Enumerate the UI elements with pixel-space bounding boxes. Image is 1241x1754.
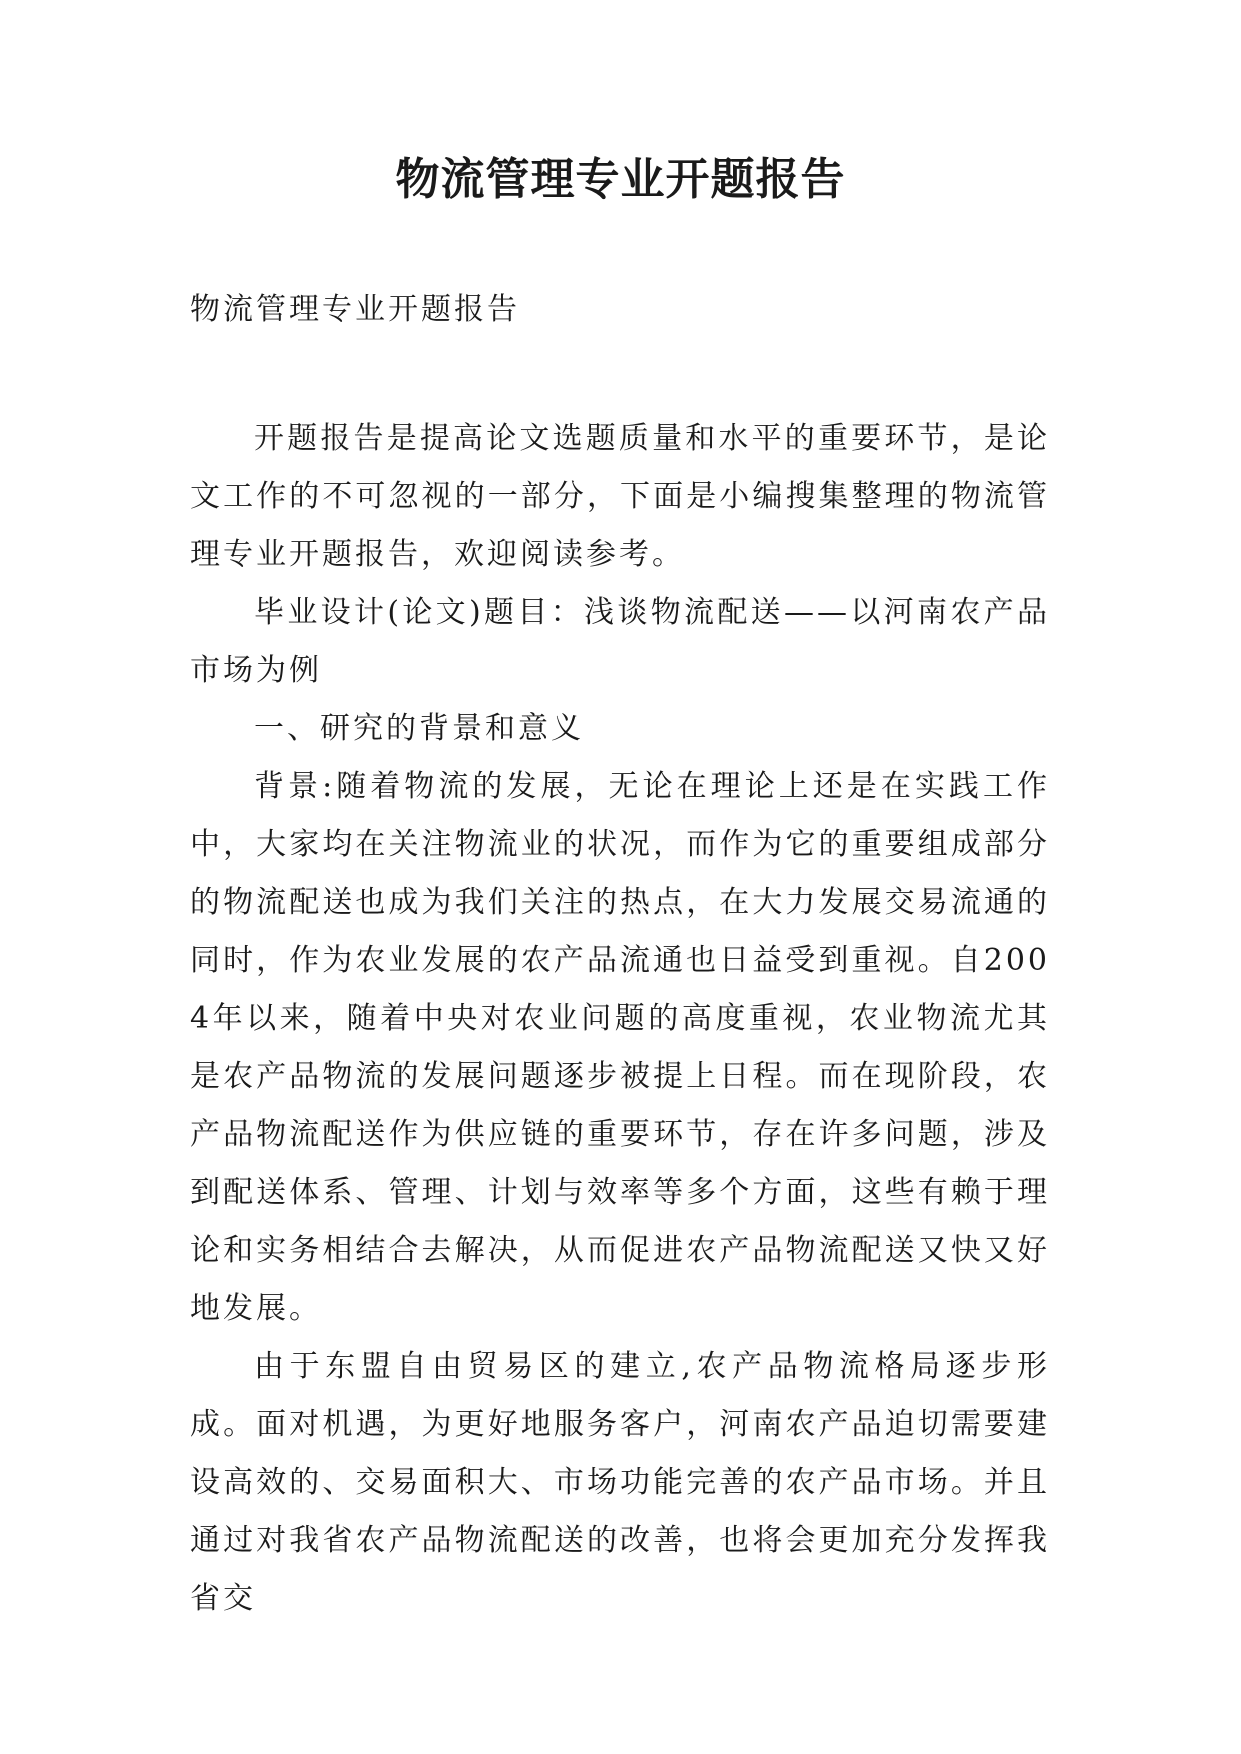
- paragraph-section-heading: 一、研究的背景和意义: [254, 711, 584, 746]
- paragraph-asean: 由于东盟自由贸易区的建立,农产品物流格局逐步形成。面对机遇，为更好地服务客户，河南农产品迫切需要建设高效的、交易面积大、市场功能完善的农产品市场。并且通过对我省农产品物流配送的改善，也将会更加充分发挥我省交: [190, 1349, 1050, 1616]
- document-subtitle: 物流管理专业开题报告: [190, 292, 520, 327]
- document-title: 物流管理专业开题报告: [395, 154, 846, 205]
- paragraph-thesis-topic: 毕业设计(论文)题目：浅谈物流配送——以河南农产品市场为例: [190, 595, 1050, 688]
- document-body: [190, 410, 1050, 1628]
- paragraph-background: 背景:随着物流的发展，无论在理论上还是在实践工作中，大家均在关注物流业的状况，而作为它的重要组成部分的物流配送也成为我们关注的热点，在大力发展交易流通的同时，作为农业发展的农产品流通也日益受到重视。自2004年以来，随着中央对农业问题的高度重视，农业物流尤其是农产品物流的发展问题逐步被提上日程。而在现阶段，农产品物流配送作为供应链的重要环节，存在许多问题，涉及到配送体系、管理、计划与效率等多个方面，这些有赖于理论和实务相结合去解决，从而促进农产品物流配送又快又好地发展。: [190, 769, 1050, 1326]
- paragraph-intro: 开题报告是提高论文选题质量和水平的重要环节，是论文工作的不可忽视的一部分，下面是小编搜集整理的物流管理专业开题报告，欢迎阅读参考。: [190, 421, 1050, 572]
